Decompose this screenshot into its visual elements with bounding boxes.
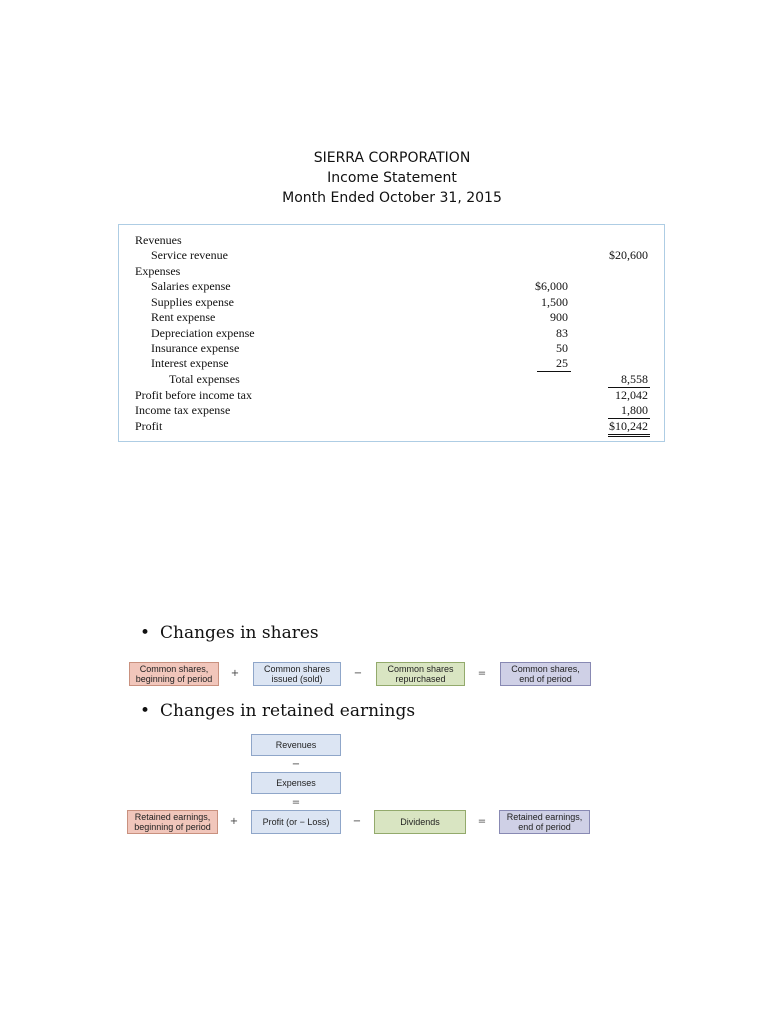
expense-label: Interest expense [151, 356, 229, 370]
profit-row [119, 419, 664, 434]
expenses-box: Expenses [251, 772, 341, 794]
expense-value: 900 [550, 310, 568, 324]
profit-value: $10,242 [609, 419, 648, 433]
statement-title: Income Statement [327, 170, 457, 186]
plus-operator: + [229, 816, 239, 827]
minus-operator: − [352, 816, 362, 827]
expense-value: 50 [556, 341, 568, 355]
profit-before-tax-row [119, 388, 664, 403]
total-expenses-value: 8,558 [621, 372, 648, 386]
company-name: SIERRA CORPORATION [313, 150, 471, 166]
revenues-row [119, 233, 664, 248]
expense-value: 83 [556, 326, 568, 340]
shares-heading-text: Changes in shares [160, 623, 319, 643]
service-revenue-value: $20,600 [609, 248, 648, 262]
expense-row [119, 356, 664, 371]
equals-operator: = [477, 816, 487, 827]
double-underline-bottom [608, 436, 650, 437]
income-tax-value: 1,800 [621, 403, 648, 417]
equals-operator: = [291, 797, 301, 808]
shares-heading [140, 622, 319, 644]
profit-label: Profit [135, 419, 163, 433]
expense-value: 1,500 [541, 295, 568, 309]
expense-value: 25 [556, 356, 568, 370]
bullet-icon: • [140, 701, 151, 721]
revenues-box: Revenues [251, 734, 341, 756]
expense-label: Depreciation expense [151, 326, 255, 340]
expenses-row [119, 264, 664, 279]
common-shares-beginning-box: Common shares, beginning of period [129, 662, 219, 686]
retained-heading [140, 700, 415, 722]
minus-operator: − [291, 759, 301, 770]
expense-value: $6,000 [535, 279, 568, 293]
service-revenue-label: Service revenue [151, 248, 228, 262]
expenses-label: Expenses [135, 264, 181, 278]
double-underline-top [608, 434, 650, 435]
expense-row [119, 326, 664, 341]
profit-before-tax-label: Profit before income tax [135, 388, 252, 402]
total-expenses-label: Total expenses [169, 372, 240, 386]
common-shares-end-box: Common shares, end of period [500, 662, 591, 686]
income-tax-label: Income tax expense [135, 403, 231, 417]
minus-operator: − [353, 668, 363, 679]
dividends-box: Dividends [374, 810, 466, 834]
income-tax-row [119, 403, 664, 418]
revenues-label: Revenues [135, 233, 182, 247]
retained-earnings-beginning-box: Retained earnings, beginning of period [127, 810, 218, 834]
expense-row [119, 310, 664, 325]
equals-operator: = [477, 668, 487, 679]
income-statement-table [118, 224, 665, 442]
retained-heading-text: Changes in retained earnings [160, 701, 416, 721]
expense-row [119, 295, 664, 310]
expense-label: Supplies expense [151, 295, 234, 309]
expense-label: Insurance expense [151, 341, 240, 355]
expense-label: Rent expense [151, 310, 216, 324]
profit-box: Profit (or − Loss) [251, 810, 341, 834]
common-shares-issued-box: Common shares issued (sold) [253, 662, 341, 686]
bullet-icon: • [140, 623, 151, 643]
common-shares-repurchased-box: Common shares repurchased [376, 662, 465, 686]
statement-header [0, 148, 784, 208]
expense-row [119, 341, 664, 356]
statement-period: Month Ended October 31, 2015 [282, 190, 502, 206]
service-revenue-row [119, 248, 664, 263]
retained-earnings-end-box: Retained earnings, end of period [499, 810, 590, 834]
profit-before-tax-value: 12,042 [615, 388, 648, 402]
plus-operator: + [230, 668, 240, 679]
expense-row [119, 279, 664, 294]
total-expenses-row [119, 372, 664, 387]
expense-label: Salaries expense [151, 279, 231, 293]
